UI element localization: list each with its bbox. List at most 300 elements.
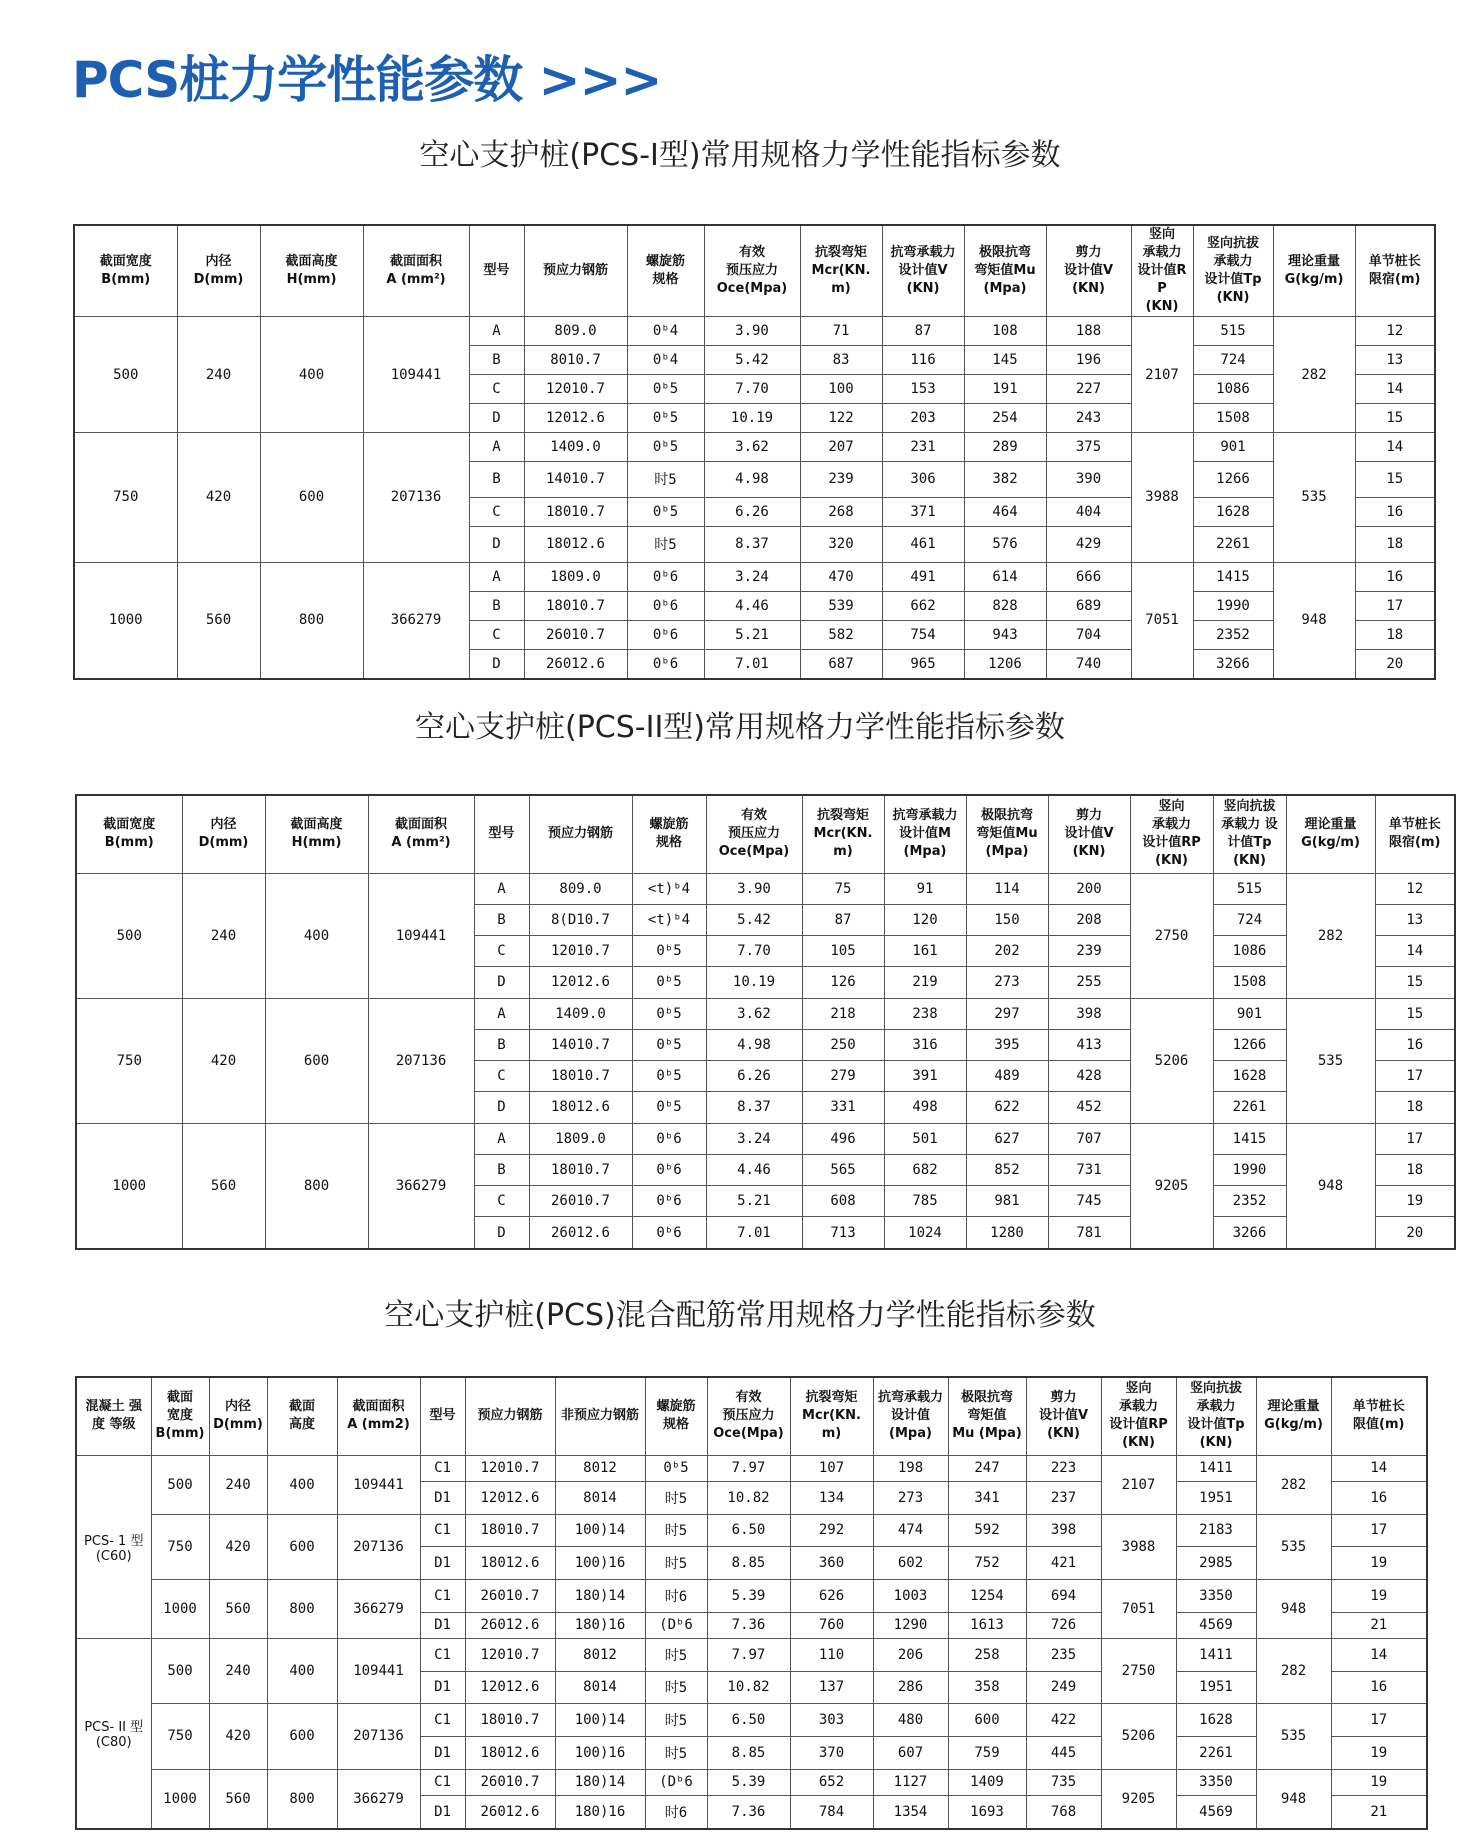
bending-capacity-cell: 316 — [884, 1029, 966, 1060]
section-area-cell: 366279 — [363, 562, 469, 679]
pile-length-cell: 17 — [1375, 1061, 1455, 1092]
theoretical-weight-cell: 282 — [1256, 1455, 1331, 1514]
prestress-cell: 8.37 — [706, 1092, 802, 1123]
column-header: 型号 — [474, 795, 529, 873]
theoretical-weight-cell: 948 — [1256, 1579, 1331, 1638]
crack-moment-cell: 784 — [790, 1796, 873, 1829]
section-height-cell: 600 — [265, 998, 368, 1123]
ultimate-moment-cell: 191 — [964, 375, 1046, 404]
prestressed-steel-cell: 1409.0 — [524, 433, 627, 462]
pile-length-cell: 12 — [1355, 317, 1435, 346]
bending-capacity-cell: 203 — [882, 404, 964, 433]
crack-moment-cell: 360 — [790, 1547, 873, 1580]
column-header: 截面面积 A (mm²) — [368, 795, 474, 873]
shear-cell: 398 — [1026, 1514, 1101, 1547]
ultimate-moment-cell: 202 — [966, 936, 1048, 967]
vertical-capacity-cell: 7051 — [1101, 1579, 1176, 1638]
non-prestressed-steel-cell: 100)14 — [555, 1704, 645, 1737]
vertical-capacity-cell: 5206 — [1130, 998, 1213, 1123]
ultimate-moment-cell: 1693 — [948, 1796, 1026, 1829]
uplift-capacity-cell: 1415 — [1193, 562, 1273, 591]
section-width-cell: 1000 — [151, 1579, 209, 1638]
pile-length-cell: 15 — [1355, 462, 1435, 498]
non-prestressed-steel-cell: 180)14 — [555, 1769, 645, 1795]
spiral-bar-cell: 时6 — [645, 1796, 707, 1829]
type-cell: D1 — [420, 1612, 465, 1638]
vertical-capacity-cell: 9205 — [1130, 1123, 1213, 1249]
shear-cell: 249 — [1026, 1671, 1101, 1704]
shear-cell: 404 — [1046, 497, 1131, 526]
prestressed-steel-cell: 12012.6 — [524, 404, 627, 433]
shear-cell: 745 — [1048, 1186, 1130, 1217]
prestressed-steel-cell: 26010.7 — [529, 1186, 632, 1217]
pile-length-cell: 17 — [1331, 1514, 1427, 1547]
inner-diameter-cell: 420 — [182, 998, 265, 1123]
prestressed-steel-cell: 12012.6 — [465, 1671, 555, 1704]
spiral-bar-cell: 0ᵇ4 — [627, 346, 704, 375]
theoretical-weight-cell: 535 — [1256, 1514, 1331, 1579]
bending-capacity-cell: 491 — [882, 562, 964, 591]
spiral-bar-cell: 时5 — [627, 462, 704, 498]
type-cell: D1 — [420, 1547, 465, 1580]
prestressed-steel-cell: 26010.7 — [465, 1579, 555, 1612]
spiral-bar-cell: (Dᵇ6 — [645, 1612, 707, 1638]
vertical-capacity-cell: 3988 — [1131, 433, 1193, 563]
section-area-cell: 366279 — [337, 1579, 420, 1638]
table-row — [76, 1579, 1427, 1612]
prestressed-steel-cell: 18012.6 — [465, 1547, 555, 1580]
table-header-row — [76, 1377, 1427, 1455]
prestressed-steel-cell: 1809.0 — [529, 1123, 632, 1154]
prestress-cell: 6.50 — [707, 1514, 790, 1547]
type-cell: C — [474, 1186, 529, 1217]
prestress-cell: 8.37 — [704, 526, 800, 562]
spiral-bar-cell: 0ᵇ6 — [632, 1154, 706, 1185]
ultimate-moment-cell: 145 — [964, 346, 1046, 375]
prestress-cell: 6.26 — [704, 497, 800, 526]
crack-moment-cell: 250 — [802, 1029, 884, 1060]
spiral-bar-cell: 0ᵇ6 — [627, 562, 704, 591]
bending-capacity-cell: 662 — [882, 591, 964, 620]
bending-capacity-cell: 219 — [884, 967, 966, 998]
prestressed-steel-cell: 26012.6 — [529, 1217, 632, 1249]
section-area-cell: 109441 — [337, 1455, 420, 1514]
prestressed-steel-cell: 18010.7 — [524, 497, 627, 526]
crack-moment-cell: 652 — [790, 1769, 873, 1795]
pile-length-cell: 18 — [1375, 1154, 1455, 1185]
shear-cell: 731 — [1048, 1154, 1130, 1185]
prestressed-steel-cell: 14010.7 — [529, 1029, 632, 1060]
spiral-bar-cell: 0ᵇ5 — [632, 1092, 706, 1123]
crack-moment-cell: 565 — [802, 1154, 884, 1185]
vertical-capacity-cell: 9205 — [1101, 1769, 1176, 1829]
non-prestressed-steel-cell: 100)16 — [555, 1736, 645, 1769]
prestressed-steel-cell: 18012.6 — [465, 1736, 555, 1769]
prestress-cell: 5.42 — [706, 904, 802, 935]
prestressed-steel-cell: 18010.7 — [465, 1514, 555, 1547]
pile-length-cell: 18 — [1355, 526, 1435, 562]
prestress-cell: 5.39 — [707, 1579, 790, 1612]
bending-capacity-cell: 682 — [884, 1154, 966, 1185]
column-header: 竖向 承载力 设计值RP (KN) — [1101, 1377, 1176, 1455]
uplift-capacity-cell: 1086 — [1213, 936, 1286, 967]
pile-length-cell: 19 — [1331, 1736, 1427, 1769]
pile-length-cell: 16 — [1355, 497, 1435, 526]
section-height-cell: 400 — [260, 317, 363, 433]
table-body — [76, 873, 1455, 1249]
pcs-mixed-spec-table — [75, 1376, 1428, 1830]
spiral-bar-cell: 时5 — [627, 526, 704, 562]
shear-cell: 428 — [1048, 1061, 1130, 1092]
spiral-bar-cell: (Dᵇ6 — [645, 1769, 707, 1795]
ultimate-moment-cell: 297 — [966, 998, 1048, 1029]
bending-capacity-cell: 480 — [873, 1704, 948, 1737]
type-cell: D — [474, 1217, 529, 1249]
theoretical-weight-cell: 948 — [1286, 1123, 1375, 1249]
type-cell: A — [469, 562, 524, 591]
shear-cell: 689 — [1046, 591, 1131, 620]
crack-moment-cell: 105 — [802, 936, 884, 967]
prestressed-steel-cell: 12012.6 — [529, 967, 632, 998]
shear-cell: 726 — [1026, 1612, 1101, 1638]
pile-length-cell: 17 — [1355, 591, 1435, 620]
pile-length-cell: 18 — [1355, 620, 1435, 649]
uplift-capacity-cell: 1508 — [1213, 967, 1286, 998]
column-header: 预应力钢筋 — [529, 795, 632, 873]
type-cell: C1 — [420, 1638, 465, 1671]
prestress-cell: 7.97 — [707, 1638, 790, 1671]
ultimate-moment-cell: 382 — [964, 462, 1046, 498]
table-row — [76, 1638, 1427, 1671]
spiral-bar-cell: 0ᵇ5 — [627, 404, 704, 433]
prestressed-steel-cell: 14010.7 — [524, 462, 627, 498]
column-header: 混凝土 强 度 等级 — [76, 1377, 151, 1455]
shear-cell: 375 — [1046, 433, 1131, 462]
bending-capacity-cell: 198 — [873, 1455, 948, 1481]
pile-length-cell: 14 — [1355, 375, 1435, 404]
ultimate-moment-cell: 273 — [966, 967, 1048, 998]
type-cell: B — [474, 904, 529, 935]
type-cell: A — [474, 998, 529, 1029]
pile-length-cell: 14 — [1331, 1455, 1427, 1481]
prestress-cell: 10.82 — [707, 1481, 790, 1514]
section-width-cell: 500 — [76, 873, 182, 998]
shear-cell: 768 — [1026, 1796, 1101, 1829]
spiral-bar-cell: 时5 — [645, 1547, 707, 1580]
crack-moment-cell: 303 — [790, 1704, 873, 1737]
section-area-cell: 207136 — [337, 1704, 420, 1769]
inner-diameter-cell: 560 — [182, 1123, 265, 1249]
non-prestressed-steel-cell: 180)16 — [555, 1796, 645, 1829]
prestressed-steel-cell: 1809.0 — [524, 562, 627, 591]
vertical-capacity-cell: 5206 — [1101, 1704, 1176, 1769]
bending-capacity-cell: 498 — [884, 1092, 966, 1123]
uplift-capacity-cell: 1628 — [1213, 1061, 1286, 1092]
shear-cell: 429 — [1046, 526, 1131, 562]
spiral-bar-cell: 时5 — [645, 1704, 707, 1737]
prestressed-steel-cell: 18010.7 — [529, 1154, 632, 1185]
table3-title: 空心支护桩(PCS)混合配筋常用规格力学性能指标参数 — [384, 1298, 1096, 1333]
pile-length-cell: 18 — [1375, 1092, 1455, 1123]
vertical-capacity-cell: 2750 — [1130, 873, 1213, 998]
type-cell: D — [469, 526, 524, 562]
ultimate-moment-cell: 395 — [966, 1029, 1048, 1060]
uplift-capacity-cell: 515 — [1213, 873, 1286, 904]
table1-title: 空心支护桩(PCS-I型)常用规格力学性能指标参数 — [419, 138, 1061, 173]
section-area-cell: 109441 — [368, 873, 474, 998]
prestress-cell: 10.82 — [707, 1671, 790, 1704]
table-header-row — [76, 795, 1455, 873]
spiral-bar-cell: <t)ᵇ4 — [632, 904, 706, 935]
prestressed-steel-cell: 26012.6 — [524, 649, 627, 679]
column-header: 螺旋筋 规格 — [627, 225, 704, 317]
vertical-capacity-cell: 2107 — [1101, 1455, 1176, 1514]
shear-cell: 237 — [1026, 1481, 1101, 1514]
uplift-capacity-cell: 901 — [1213, 998, 1286, 1029]
spiral-bar-cell: 0ᵇ6 — [632, 1186, 706, 1217]
ultimate-moment-cell: 1280 — [966, 1217, 1048, 1249]
bending-capacity-cell: 1003 — [873, 1579, 948, 1612]
uplift-capacity-cell: 1266 — [1193, 462, 1273, 498]
column-header: 单节桩长 限值(m) — [1331, 1377, 1427, 1455]
type-cell: C1 — [420, 1455, 465, 1481]
type-cell: B — [474, 1029, 529, 1060]
type-cell: C — [469, 497, 524, 526]
bending-capacity-cell: 1127 — [873, 1769, 948, 1795]
crack-moment-cell: 470 — [800, 562, 882, 591]
spiral-bar-cell: 0ᵇ5 — [627, 433, 704, 462]
bending-capacity-cell: 785 — [884, 1186, 966, 1217]
section-area-cell: 207136 — [363, 433, 469, 563]
vertical-capacity-cell: 3988 — [1101, 1514, 1176, 1579]
section-width-cell: 1000 — [74, 562, 177, 679]
section-area-cell: 109441 — [363, 317, 469, 433]
prestress-cell: 5.21 — [706, 1186, 802, 1217]
type-cell: C1 — [420, 1769, 465, 1795]
prestressed-steel-cell: 26010.7 — [524, 620, 627, 649]
table-row — [76, 873, 1455, 904]
section-height-cell: 800 — [260, 562, 363, 679]
column-header: 内径 D(mm) — [177, 225, 260, 317]
ultimate-moment-cell: 289 — [964, 433, 1046, 462]
uplift-capacity-cell: 1086 — [1193, 375, 1273, 404]
type-cell: C — [469, 375, 524, 404]
shear-cell: 413 — [1048, 1029, 1130, 1060]
prestressed-steel-cell: 18012.6 — [524, 526, 627, 562]
section-height-cell: 800 — [267, 1579, 337, 1638]
theoretical-weight-cell: 948 — [1273, 562, 1355, 679]
ultimate-moment-cell: 1254 — [948, 1579, 1026, 1612]
section-area-cell: 109441 — [337, 1638, 420, 1703]
uplift-capacity-cell: 3266 — [1213, 1217, 1286, 1249]
table-row — [74, 433, 1435, 462]
spiral-bar-cell: 0ᵇ4 — [627, 317, 704, 346]
ultimate-moment-cell: 114 — [966, 873, 1048, 904]
section-width-cell: 1000 — [151, 1769, 209, 1829]
pile-length-cell: 16 — [1375, 1029, 1455, 1060]
column-header: 截面宽度 B(mm) — [76, 795, 182, 873]
prestress-cell: 4.98 — [706, 1029, 802, 1060]
shear-cell: 694 — [1026, 1579, 1101, 1612]
section-width-cell: 750 — [151, 1704, 209, 1769]
bending-capacity-cell: 391 — [884, 1061, 966, 1092]
column-header: 预应力钢筋 — [524, 225, 627, 317]
prestress-cell: 7.36 — [707, 1796, 790, 1829]
column-header: 型号 — [469, 225, 524, 317]
column-header: 单节桩长 限宿(m) — [1375, 795, 1455, 873]
ultimate-moment-cell: 258 — [948, 1638, 1026, 1671]
spiral-bar-cell: 时6 — [645, 1579, 707, 1612]
section-width-cell: 500 — [151, 1455, 209, 1514]
prestress-cell: 3.24 — [706, 1123, 802, 1154]
uplift-capacity-cell: 724 — [1213, 904, 1286, 935]
prestress-cell: 7.36 — [707, 1612, 790, 1638]
column-header: 抗弯承载力 设计值 (Mpa) — [873, 1377, 948, 1455]
shear-cell: 239 — [1048, 936, 1130, 967]
crack-moment-cell: 207 — [800, 433, 882, 462]
inner-diameter-cell: 560 — [209, 1769, 267, 1829]
prestress-cell: 3.90 — [706, 873, 802, 904]
column-header: 理论重量 G(kg/m) — [1273, 225, 1355, 317]
prestress-cell: 5.42 — [704, 346, 800, 375]
theoretical-weight-cell: 282 — [1286, 873, 1375, 998]
prestressed-steel-cell: 809.0 — [529, 873, 632, 904]
prestressed-steel-cell: 18010.7 — [465, 1704, 555, 1737]
spiral-bar-cell: 0ᵇ5 — [632, 1029, 706, 1060]
prestressed-steel-cell: 8(D10.7 — [529, 904, 632, 935]
bending-capacity-cell: 1354 — [873, 1796, 948, 1829]
column-header: 截面面积 A (mm²) — [363, 225, 469, 317]
theoretical-weight-cell: 948 — [1256, 1769, 1331, 1829]
type-cell: C — [474, 936, 529, 967]
ultimate-moment-cell: 1613 — [948, 1612, 1026, 1638]
bending-capacity-cell: 286 — [873, 1671, 948, 1704]
column-header: 极限抗弯 弯矩值Mu (Mpa) — [966, 795, 1048, 873]
crack-moment-cell: 110 — [790, 1638, 873, 1671]
crack-moment-cell: 279 — [802, 1061, 884, 1092]
section-height-cell: 400 — [265, 873, 368, 998]
column-header: 螺旋筋 规格 — [632, 795, 706, 873]
pcs-i-spec-table — [73, 224, 1436, 680]
crack-moment-cell: 760 — [790, 1612, 873, 1638]
crack-moment-cell: 137 — [790, 1671, 873, 1704]
section-width-cell: 750 — [74, 433, 177, 563]
uplift-capacity-cell: 515 — [1193, 317, 1273, 346]
prestress-cell: 3.62 — [704, 433, 800, 462]
uplift-capacity-cell: 1628 — [1193, 497, 1273, 526]
prestressed-steel-cell: 12012.6 — [465, 1481, 555, 1514]
non-prestressed-steel-cell: 8014 — [555, 1671, 645, 1704]
section-width-cell: 500 — [74, 317, 177, 433]
bending-capacity-cell: 1290 — [873, 1612, 948, 1638]
uplift-capacity-cell: 3350 — [1176, 1579, 1256, 1612]
inner-diameter-cell: 240 — [209, 1638, 267, 1703]
table-header-row — [74, 225, 1435, 317]
spiral-bar-cell: 时5 — [645, 1638, 707, 1671]
prestress-cell: 5.21 — [704, 620, 800, 649]
spiral-bar-cell: 0ᵇ6 — [627, 591, 704, 620]
ultimate-moment-cell: 981 — [966, 1186, 1048, 1217]
section-height-cell: 600 — [267, 1514, 337, 1579]
prestress-cell: 10.19 — [704, 404, 800, 433]
prestressed-steel-cell: 12010.7 — [529, 936, 632, 967]
shear-cell: 666 — [1046, 562, 1131, 591]
table-row — [74, 317, 1435, 346]
column-header: 抗裂弯矩 Mcr(KN.m) — [800, 225, 882, 317]
uplift-capacity-cell: 1628 — [1176, 1704, 1256, 1737]
column-header: 截面高度 H(mm) — [260, 225, 363, 317]
ultimate-moment-cell: 614 — [964, 562, 1046, 591]
theoretical-weight-cell: 535 — [1256, 1704, 1331, 1769]
ultimate-moment-cell: 358 — [948, 1671, 1026, 1704]
crack-moment-cell: 713 — [802, 1217, 884, 1249]
bending-capacity-cell: 1024 — [884, 1217, 966, 1249]
column-header: 极限抗弯 弯矩值Mu (Mpa) — [964, 225, 1046, 317]
type-cell: B — [469, 591, 524, 620]
type-cell: D1 — [420, 1736, 465, 1769]
pile-length-cell: 21 — [1331, 1612, 1427, 1638]
type-cell: C1 — [420, 1514, 465, 1547]
inner-diameter-cell: 420 — [177, 433, 260, 563]
column-header: 抗弯承载力 设计值V (KN) — [882, 225, 964, 317]
pile-length-cell: 13 — [1375, 904, 1455, 935]
prestress-cell: 4.46 — [704, 591, 800, 620]
type-cell: C1 — [420, 1579, 465, 1612]
type-cell: A — [474, 1123, 529, 1154]
pcs-ii-spec-table — [75, 794, 1456, 1250]
ultimate-moment-cell: 576 — [964, 526, 1046, 562]
ultimate-moment-cell: 247 — [948, 1455, 1026, 1481]
prestress-cell: 8.85 — [707, 1736, 790, 1769]
type-cell: A — [469, 317, 524, 346]
section-width-cell: 500 — [151, 1638, 209, 1703]
non-prestressed-steel-cell: 180)16 — [555, 1612, 645, 1638]
crack-moment-cell: 107 — [790, 1455, 873, 1481]
column-header: 预应力钢筋 — [465, 1377, 555, 1455]
inner-diameter-cell: 240 — [182, 873, 265, 998]
column-header: 极限抗弯 弯矩值 Mu (Mpa) — [948, 1377, 1026, 1455]
crack-moment-cell: 87 — [802, 904, 884, 935]
bending-capacity-cell: 120 — [884, 904, 966, 935]
bending-capacity-cell: 306 — [882, 462, 964, 498]
crack-moment-cell: 539 — [800, 591, 882, 620]
non-prestressed-steel-cell: 8014 — [555, 1481, 645, 1514]
column-header: 截面 高度 — [267, 1377, 337, 1455]
type-cell: C1 — [420, 1704, 465, 1737]
spiral-bar-cell: 0ᵇ6 — [632, 1123, 706, 1154]
table-body — [74, 317, 1435, 680]
spiral-bar-cell: 时5 — [645, 1514, 707, 1547]
column-header: 截面面积 A (mm2) — [337, 1377, 420, 1455]
pile-length-cell: 16 — [1331, 1481, 1427, 1514]
table-row — [76, 1704, 1427, 1737]
ultimate-moment-cell: 489 — [966, 1061, 1048, 1092]
shear-cell: 390 — [1046, 462, 1131, 498]
prestress-cell: 7.01 — [706, 1217, 802, 1249]
pile-length-cell: 14 — [1331, 1638, 1427, 1671]
inner-diameter-cell: 560 — [209, 1579, 267, 1638]
prestressed-steel-cell: 26012.6 — [465, 1612, 555, 1638]
bending-capacity-cell: 461 — [882, 526, 964, 562]
prestressed-steel-cell: 12010.7 — [465, 1638, 555, 1671]
theoretical-weight-cell: 535 — [1273, 433, 1355, 563]
prestress-cell: 6.50 — [707, 1704, 790, 1737]
inner-diameter-cell: 240 — [177, 317, 260, 433]
crack-moment-cell: 75 — [802, 873, 884, 904]
prestress-cell: 3.90 — [704, 317, 800, 346]
column-header: 截面宽度 B(mm) — [74, 225, 177, 317]
spiral-bar-cell: 0ᵇ5 — [627, 497, 704, 526]
